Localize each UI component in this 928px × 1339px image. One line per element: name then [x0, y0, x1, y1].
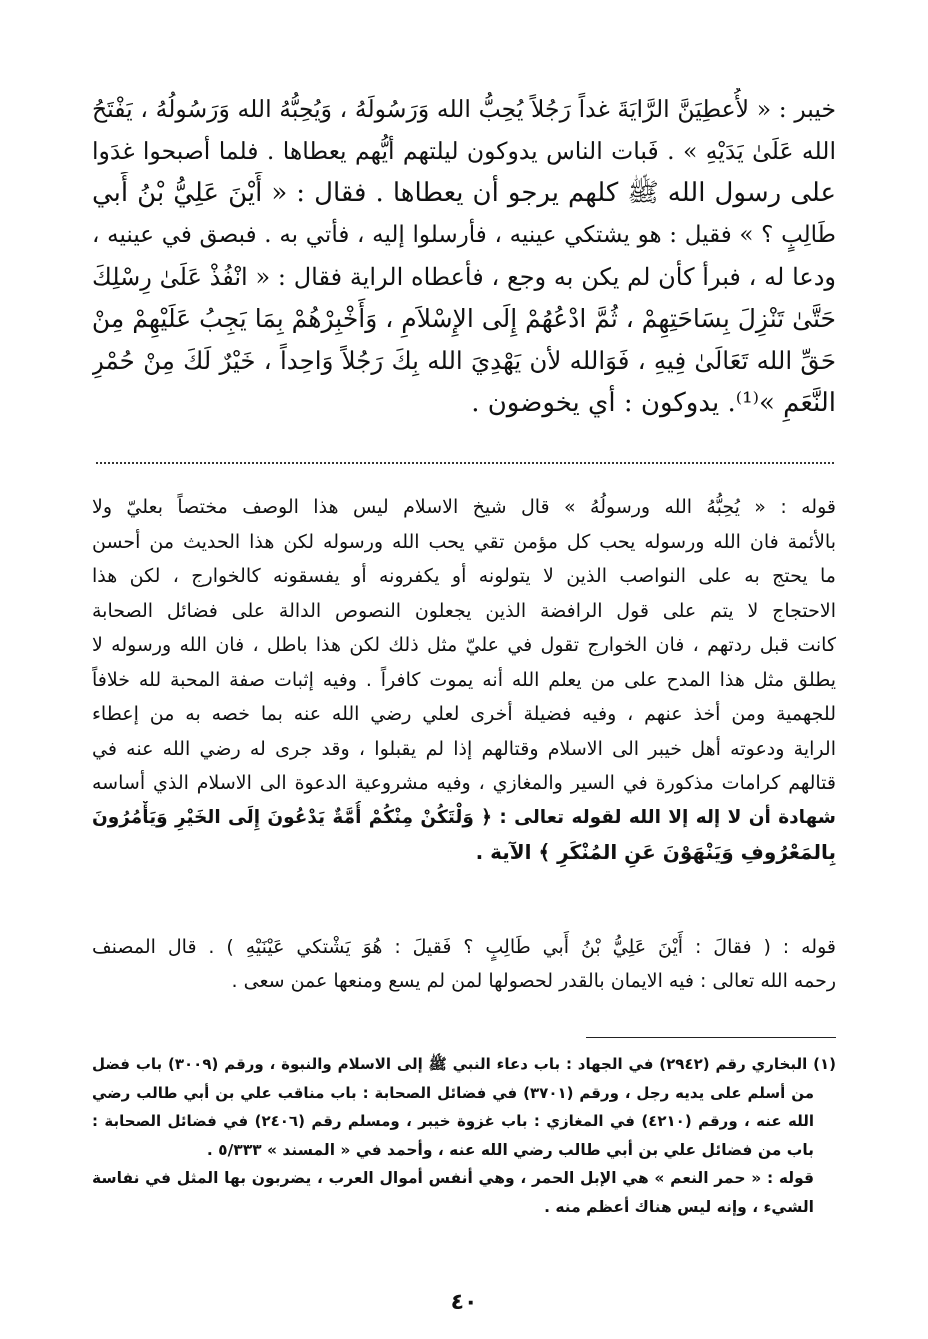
hadith-line: خيبر : « لأُعطِيَنَّ الرَّايَةَ غداً رَجُلاً يُحِبُّ الله وَرَسُولَهُ ، وَيُحِبُّهُ الله وَرَسُولُهُ ، يَفْتَحُ: [92, 95, 836, 123]
hadith-line: الله عَلَىٰ يَدَيْهِ » . فَبات الناس يدوكون ليلتهم أيُّهم يعطاها . فلما أصبحوا غدَوا: [92, 137, 836, 165]
commentary-line: قوله : « يُحِبُّهُ الله ورسولُهُ » قال شيخ الاسلام ليس هذا الوصف مختصاً بعليّ ولا: [92, 496, 836, 518]
quran-verse-line: بِالمَعْرُوفِ وَيَنْهَوْنَ عَنِ المُنْكَرِ ﴾ الآية .: [475, 840, 836, 864]
commentary-text: [92, 490, 836, 870]
commentary-line: للجهمية ومن أخذ عنهم ، وفيه فضيلة أخرى لعلي رضي الله عنه بما خصه به من إعطاء: [92, 703, 836, 725]
hadith-line: النَّعَمِ »⁽¹⁾. يدوكون : أي يخوضون .: [471, 388, 836, 418]
quran-verse-line: شهادة أن لا إله إلا الله لقوله تعالى : ﴿ وَلْتَكُنْ مِنْكُمْ أُمَّةٌ يَدْعُونَ إِلَى الخَيْرِ وَيَأْمُرُونَ: [92, 806, 836, 828]
hadith-line: حَقِّ الله تَعَالَىٰ فِيهِ ، فَوَالله لأن يَهْدِيَ الله بِكَ رَجُلاً وَاحِداً ، خَيْرٌ لَكَ مِنْ حُمْرِ: [92, 346, 836, 375]
footnote-rule: [586, 1037, 836, 1038]
page-number: ٤٠: [450, 1290, 478, 1315]
footnote-line: قوله : « حمر النعم » هي الإبل الحمر ، وهي أنفس أموال العرب ، يضربون بها المثل في نفاسة: [92, 1169, 814, 1187]
commentary-line: الراية ودعوته أهل خيبر الى الاسلام وقتالهم إذا لم يقبلوا ، وقد جرى له رضي الله عنه في: [92, 737, 836, 760]
footnote-line: (١) البخاري رقم (٢٩٤٢) في الجهاد : باب دعاء النبي ﷺ إلى الاسلام والنبوة ، ورقم (٣٠٠٩) باب فضل: [92, 1055, 836, 1073]
commentary-second-paragraph: [92, 930, 836, 998]
commentary-line: الاحتجاج لا يتم على قول الرافضة الذين يجعلون النصوص الدالة على فضائل الصحابة: [92, 599, 836, 622]
footnote-line: باب من فضائل علي بن أبي طالب رضي الله عنه ، وأحمد في « المسند » ٥/٣٣٣ .: [206, 1140, 814, 1159]
commentary-line: ما يحتج به على النواصب الذين لا يتولونه أو يكفرونه أو يفسقونه كالخوارج ، لكن هذا: [92, 565, 836, 587]
hadith-line: ودعا له ، فبرأ كأن لم يكن به وجع ، فأعطاه الراية فقال : « انْفُذْ عَلَىٰ رِسْلِكَ: [92, 263, 836, 291]
commentary-line: قتالهم كرامات مذكورة في السير والمغازي ، وفيه مشروعية الدعوة الى الاسلام الذي أساسه: [92, 772, 836, 794]
hadith-line: على رسول الله ﷺ كلهم يرجو أن يعطاها . فقال : « أَيْنَ عَلِيُّ بْنُ أَبي: [92, 178, 836, 208]
commentary-line: قوله : ( فقالَ : أَيْنَ عَلِيُّ بْنُ أَبي طَالِبٍ ؟ فَقيلَ : هُوَ يَشْتكي عَيْنَيْهِ ) . قال المصنف: [92, 936, 836, 958]
commentary-line: يطلق مثل هذا المدح على من يعلم الله أنه يموت كافراً . وفيه إثبات صفة المحبة لله خلافاً: [92, 668, 836, 691]
commentary-line: رحمه الله تعالى : فيه الايمان بالقدر لحصولها لمن لم يسع ومنعها عمن سعى .: [231, 970, 836, 992]
hadith-line: حَتَّىٰ تَنْزِلَ بِسَاحَتِهِمْ ، ثُمَّ ادْعُهُمْ إِلَى الإِسْلاَمِ ، وَأَخْبِرْهُمْ بِمَا يَجِبُ عَلَيْهِمْ مِنْ: [92, 304, 836, 333]
dotted-separator: [96, 462, 834, 464]
footnote-line: من أسلم على يديه رجل ، ورقم (٣٧٠١) في فضائل الصحابة : باب مناقب علي بن أبي طالب رضي: [92, 1083, 815, 1102]
footnotes: [92, 1050, 836, 1221]
hadith-text: [92, 88, 836, 424]
commentary-line: بالأئمة فان الله ورسوله يحب كل مؤمن تقي يحب الله ورسوله لكن هذا الحديث من أحسن: [92, 530, 836, 553]
footnote-line: الشيء ، وإنه ليس هناك أعظم منه .: [544, 1197, 814, 1216]
footnote-line: الله عنه ، ورقم (٤٢١٠) في المغازي : باب غزوة خيبر ، ومسلم رقم (٢٤٠٦) في فضائل الصحابة :: [92, 1112, 814, 1130]
commentary-line: كانت قبل ردتهم ، فان الخوارج تقول في عليّ مثل ذلك لكن هذا باطل ، فان الله ورسوله لا: [92, 634, 836, 656]
hadith-line: طَالِبٍ ؟ » فقيل : هو يشتكي عينيه ، فأرسلوا إليه ، فأتي به . فبصق في عينيه ،: [92, 222, 836, 248]
